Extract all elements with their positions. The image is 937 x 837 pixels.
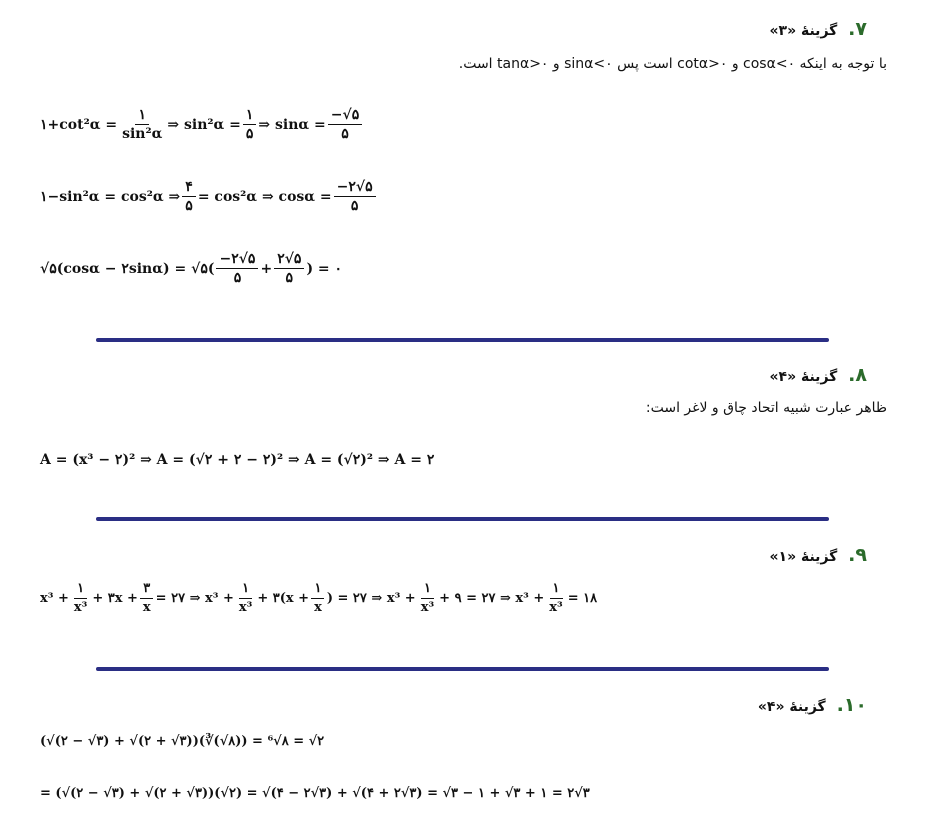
q8-line1: A = (x³ − ۲)² ⇒ A = (√۲ + ۲ − ۲)² ⇒ A = (√۲)² ⇒ A = ۲	[40, 452, 435, 468]
q9-l1-a: x³ +	[40, 591, 69, 606]
q9-l1-g: = ۱۸	[567, 591, 598, 606]
q8-text: ظاهر عبارت شبیه اتحاد چاق و لاغر است:	[645, 400, 887, 416]
q7-option: گزینهٔ «۳»	[769, 23, 838, 39]
q7-l1-b: ⇒ sin²α =	[167, 116, 241, 133]
q9-line1	[40, 580, 597, 617]
q7-l2-frac2-num: −۲√۵	[334, 178, 376, 197]
separator-2	[96, 517, 829, 521]
q9-l1-frac3-num: ۱	[239, 580, 252, 599]
q9-option: گزینهٔ «۱»	[769, 549, 838, 565]
q7-l1-frac1-num: ۱	[135, 106, 149, 125]
q9-l1-frac3-den: x³	[238, 600, 253, 615]
q7-l1-frac3	[328, 106, 362, 143]
q10-option: گزینهٔ «۴»	[757, 699, 826, 715]
q8-number: ۸.	[848, 364, 867, 386]
q7-l1-a: ۱+cot²α =	[40, 116, 118, 133]
q7-l3-frac2	[274, 250, 304, 287]
q7-l3-a: √۵(cosα − ۲sinα) = √۵(	[40, 260, 215, 277]
q7-l1-frac2-den: ۵	[245, 126, 254, 142]
q8-option: گزینهٔ «۴»	[769, 369, 838, 385]
q10-line1: (√(۲ − √۳) + √(۲ + √۳))(∛(√۸)) = ⁶√۸ = √۲	[40, 734, 325, 749]
q9-l1-frac2	[140, 580, 154, 617]
q9-l1-frac6-num: ۱	[550, 580, 563, 599]
q7-l2-a: ۱−sin²α = cos²α ⇒	[40, 188, 181, 205]
q9-number: ۹.	[848, 544, 867, 566]
q7-l1-frac2	[243, 106, 257, 143]
q9-l1-d: + ۳(x +	[257, 591, 310, 606]
q9-l1-frac2-den: x	[142, 600, 151, 615]
q7-l2-frac1-num: ۴	[182, 178, 196, 197]
q7-l2-b: = cos²α ⇒ cosα =	[197, 188, 332, 205]
q9-l1-frac1-num: ۱	[74, 580, 87, 599]
q7-text: با توجه به اینکه cosα<۰ و cotα>۰ است پس sinα<۰ و tanα>۰ است.	[458, 56, 887, 72]
q7-l2-frac1-den: ۵	[185, 198, 193, 214]
q9-l1-b: + ۳x +	[92, 591, 138, 606]
q9-l1-frac1	[71, 580, 90, 617]
q7-l3-frac2-den: ۵	[285, 270, 294, 286]
q7-l1-frac1-den: sin²α	[122, 126, 163, 142]
q9-heading	[769, 544, 867, 566]
q7-l3-c: ) = ۰	[306, 260, 343, 277]
q9-l1-frac4-den: x	[314, 600, 322, 615]
q9-l1-frac4	[311, 580, 325, 617]
q7-l1-frac3-num: −√۵	[328, 106, 362, 125]
q9-l1-c: = ۲۷ ⇒ x³ +	[155, 591, 234, 606]
q8-heading	[769, 364, 867, 386]
q9-l1-e: ) = ۲۷ ⇒ x³ +	[326, 591, 416, 606]
q9-l1-f: + ۹ = ۲۷ ⇒ x³ +	[439, 591, 545, 606]
q9-l1-frac5-den: x³	[420, 600, 435, 615]
q10-line2: = (√(۲ − √۳) + √(۲ + √۳))(√۲) = √(۴ − ۲√۳) + √(۴ + ۲√۳) = √۳ − ۱ + √۳ + ۱ = ۲√۳	[40, 786, 590, 801]
q7-l3-frac1	[216, 250, 258, 287]
q7-l3-frac1-den: ۵	[233, 270, 242, 286]
q9-l1-frac5-num: ۱	[421, 580, 434, 599]
q7-l1-frac3-den: ۵	[341, 126, 349, 142]
q9-l1-frac1-den: x³	[73, 600, 88, 615]
q10-number: ۱۰.	[836, 694, 867, 716]
q7-l3-b: +	[260, 260, 273, 277]
q10-heading	[758, 694, 867, 716]
q7-line3	[40, 250, 342, 287]
q7-line1	[40, 106, 364, 143]
q7-l1-frac2-num: ۱	[243, 106, 257, 125]
q9-l1-frac6	[546, 580, 565, 617]
q9-l1-frac3	[236, 580, 255, 617]
separator-1	[96, 338, 829, 342]
q7-l2-frac2-den: ۵	[350, 198, 359, 214]
q7-line2	[40, 178, 378, 215]
q7-heading	[769, 18, 867, 40]
q7-l1-frac1	[119, 106, 165, 143]
q7-l2-frac2	[334, 178, 376, 215]
q7-number: ۷.	[848, 18, 867, 40]
q7-l3-frac1-num: −۲√۵	[216, 250, 258, 269]
q9-l1-frac5	[418, 580, 437, 617]
q7-l1-c: ⇒ sinα =	[258, 116, 326, 133]
q7-l3-frac2-num: ۲√۵	[274, 250, 304, 269]
q9-l1-frac6-den: x³	[549, 600, 563, 615]
q9-l1-frac4-num: ۱	[311, 580, 324, 599]
separator-3	[96, 667, 829, 671]
q9-l1-frac2-num: ۳	[140, 580, 153, 599]
q7-l2-frac1	[182, 178, 196, 215]
